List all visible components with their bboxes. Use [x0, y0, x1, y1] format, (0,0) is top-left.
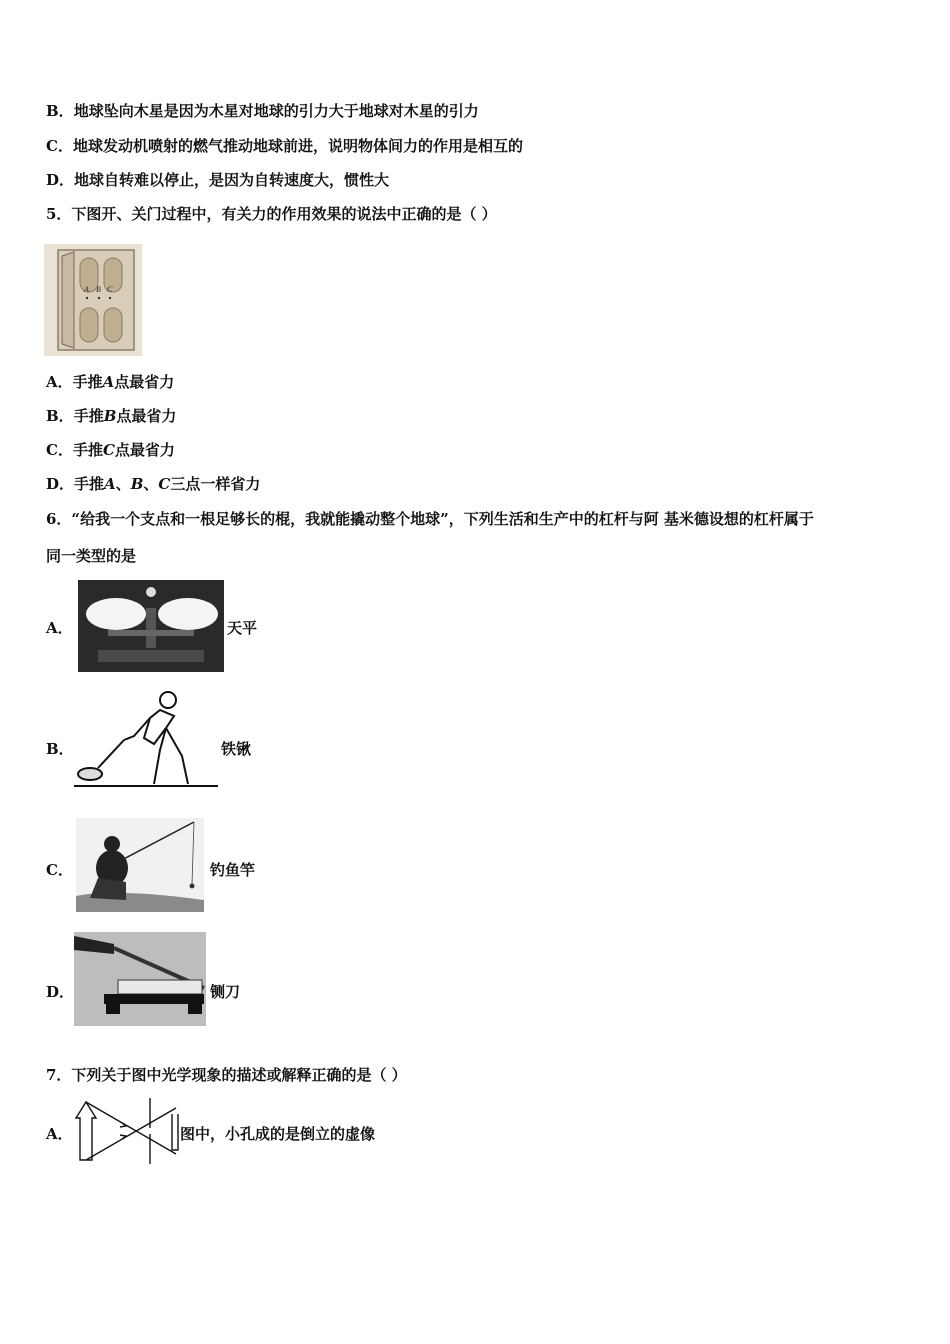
q7-option-a-letter: A． [46, 1125, 73, 1143]
q6-option-c-letter: C． [46, 861, 73, 879]
q6-option-d-letter: D． [46, 983, 75, 1001]
q7-option-a-caption: 图中，小孔成的是倒立的虚像 [180, 1125, 376, 1143]
door-label-b: B [96, 285, 101, 294]
q6-stem-line1: 6．“给我一个支点和一根足够长的棍，我就能撬动整个地球”，下列生活和生产中的杠杆与阿 基米德设想的杠杆属于 [46, 510, 814, 528]
q6-option-a-caption: 天平 [227, 619, 258, 637]
guillotine-cutter-figure [74, 932, 206, 1026]
q5-option-d: D．手推A、B、C三点一样省力 [46, 475, 261, 493]
q6-option-c-caption: 钓鱼竿 [210, 861, 256, 879]
q6-stem-line2: 同一类型的是 [46, 547, 137, 565]
q6-option-b-caption: 铁锹 [221, 740, 252, 758]
q4-option-c: C．地球发动机喷射的燃气推动地球前进，说明物体间力的作用是相互的 [46, 137, 523, 155]
q5-stem: 5．下图开、关门过程中，有关力的作用效果的说法中正确的是（ ） [46, 205, 497, 223]
q4-option-d: D．地球自转难以停止，是因为自转速度大，惯性大 [46, 171, 390, 189]
q6-option-d-caption: 铡刀 [210, 983, 241, 1001]
balance-figure [78, 580, 224, 672]
q7-stem: 7．下列关于图中光学现象的描述或解释正确的是（ ） [46, 1066, 407, 1084]
door-label-a: A [84, 285, 89, 294]
door-figure [44, 244, 142, 356]
q5-option-a: A．手推A点最省力 [46, 373, 175, 391]
fishing-rod-figure [76, 818, 204, 912]
q6-option-a-letter: A． [46, 619, 73, 637]
q6-option-b-letter: B． [46, 740, 74, 758]
q5-option-b: B．手推B点最省力 [46, 407, 177, 425]
shovel-figure [74, 688, 218, 792]
q5-option-c: C．手推C点最省力 [46, 441, 175, 459]
door-label-c: C [107, 285, 113, 294]
q4-option-b: B．地球坠向木星是因为木星对地球的引力大于地球对木星的引力 [46, 102, 479, 120]
pinhole-camera-figure [74, 1098, 180, 1164]
